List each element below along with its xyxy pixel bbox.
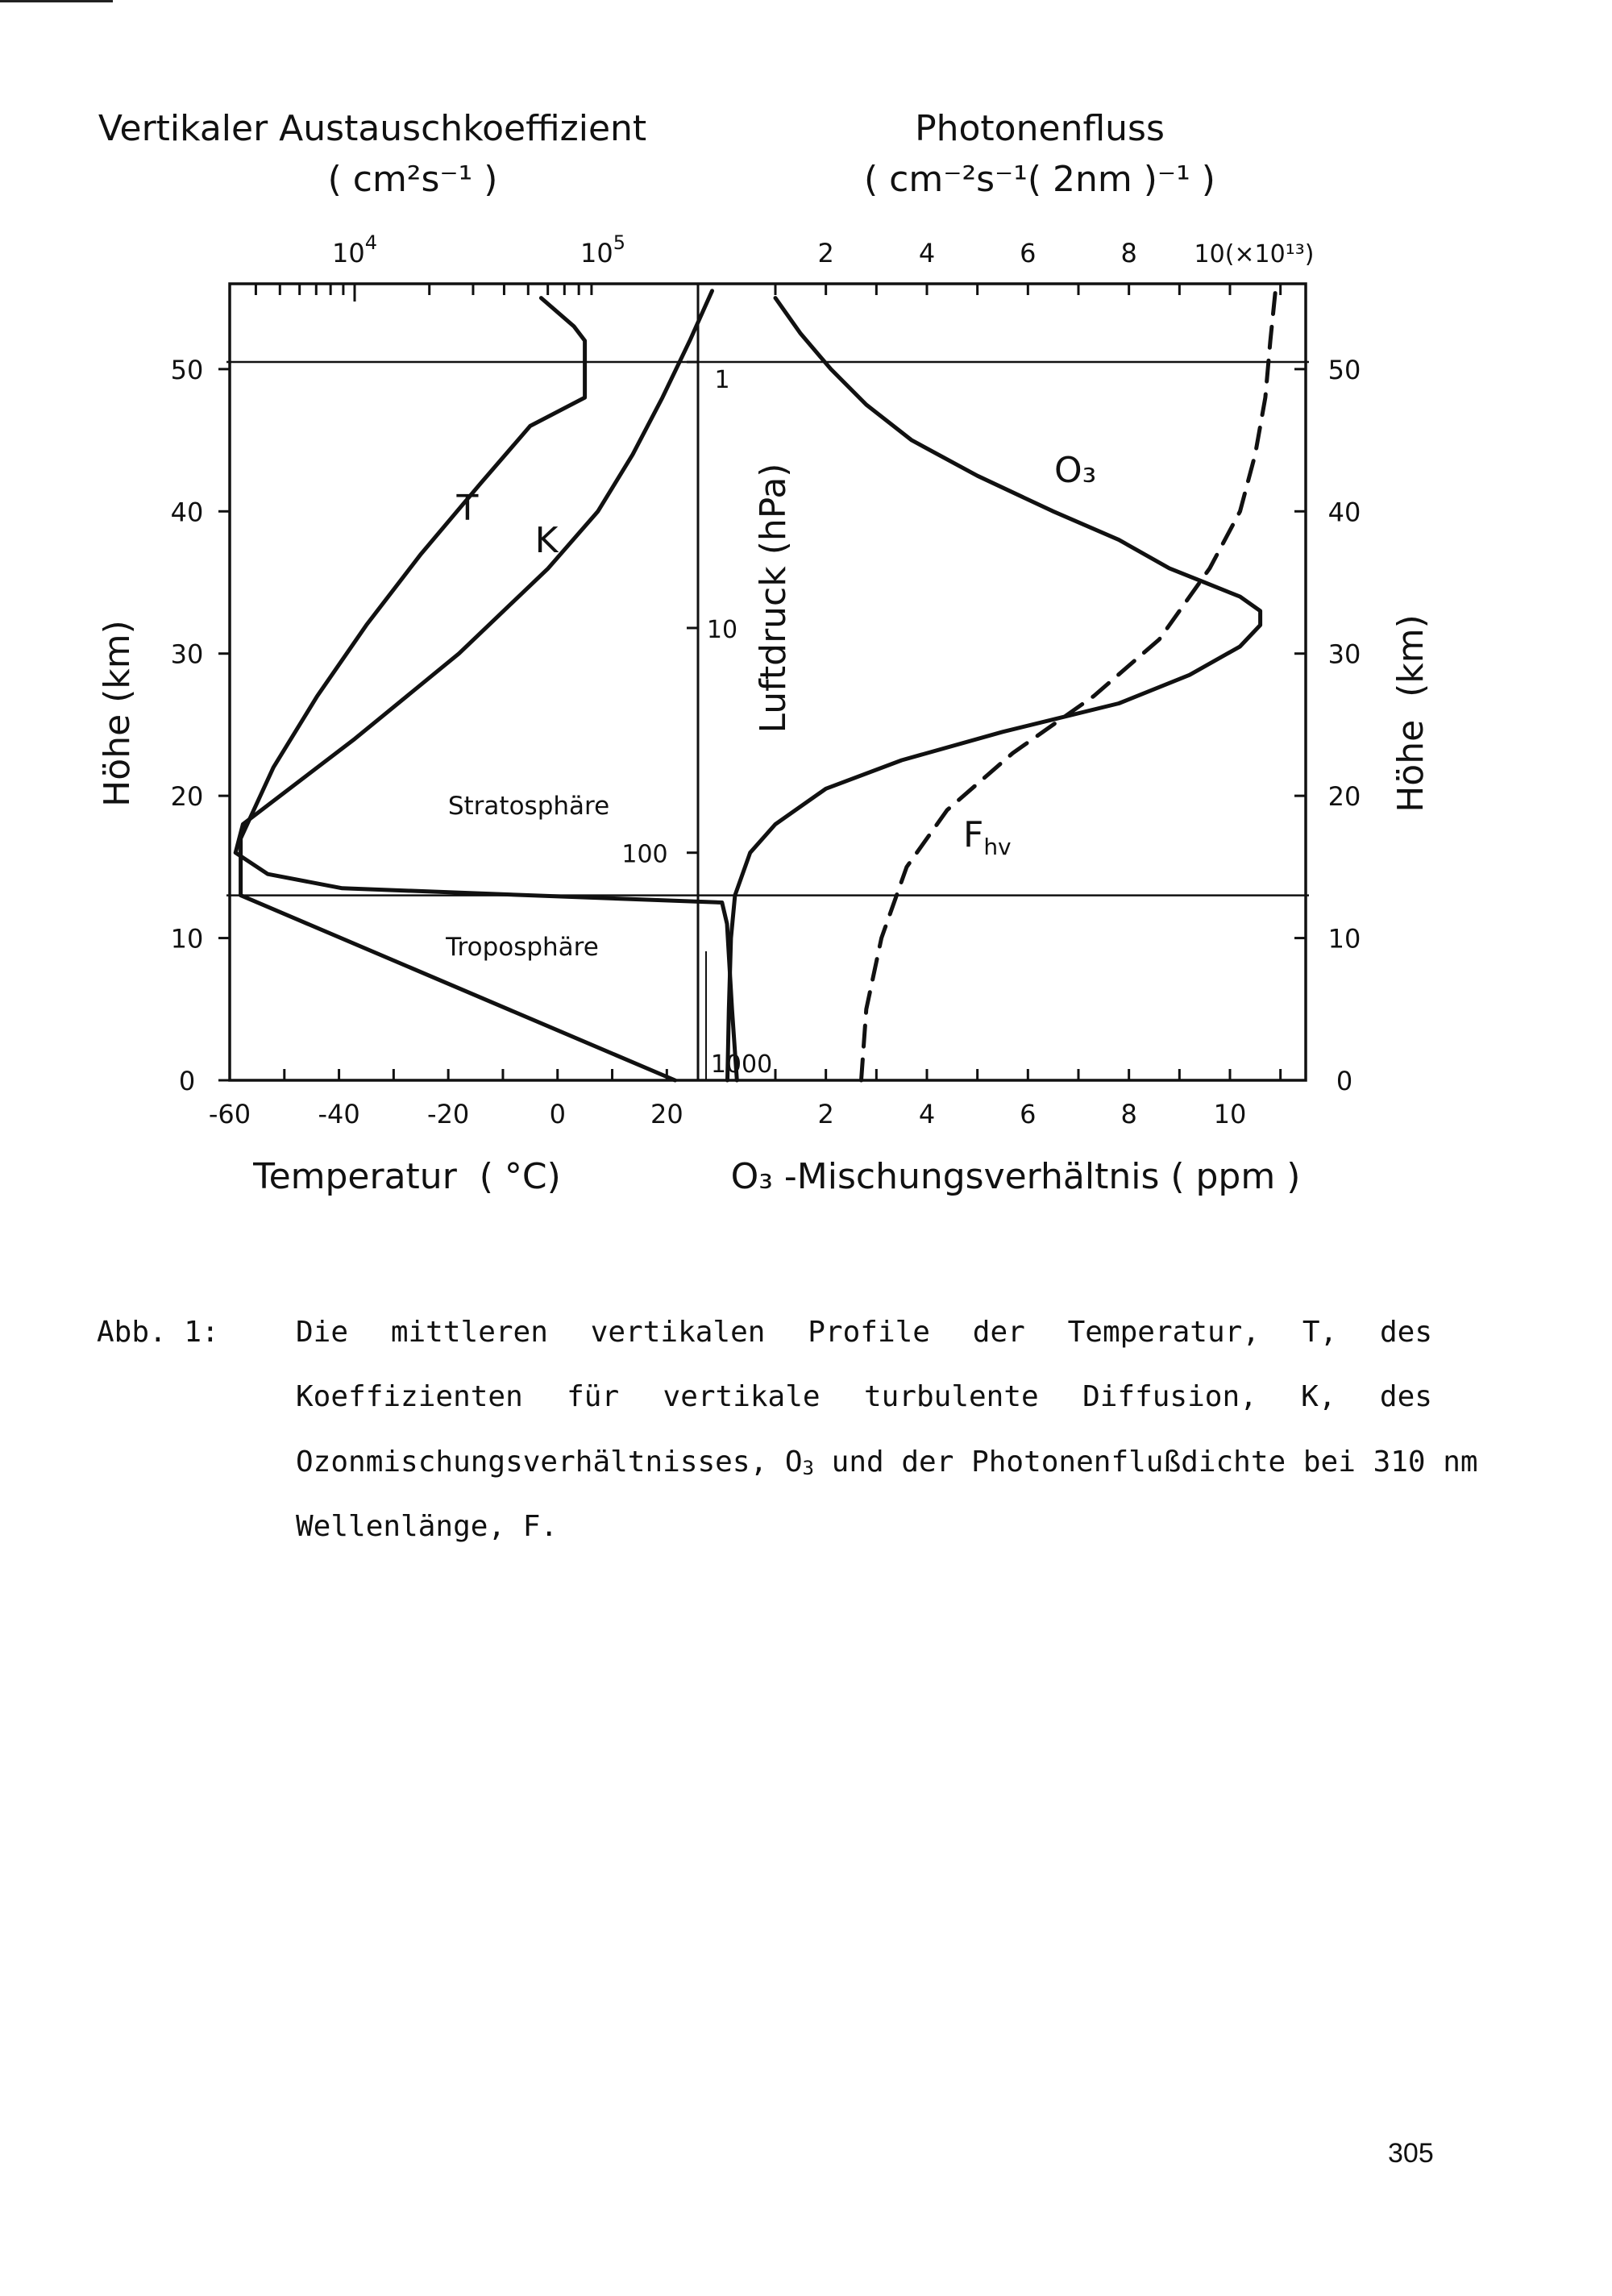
temperature-curve-label: T	[456, 488, 479, 529]
page-number: 305	[1388, 2138, 1434, 2169]
caption-word: der	[972, 1316, 1025, 1349]
caption-word: des	[1379, 1316, 1432, 1349]
k-tick-label-exp: 5	[613, 231, 625, 254]
k-tick-label	[580, 231, 625, 268]
pressure-axis-title: Luftdruck (hPa)	[753, 463, 794, 734]
pressure-tick-label: 100	[621, 840, 668, 869]
caption-line-1-words	[296, 1316, 1432, 1349]
flux-tick-label: 4	[918, 238, 936, 268]
bottom-left-axis-title: Temperatur ( °C)	[253, 1156, 561, 1197]
caption-word: turbulente	[863, 1380, 1039, 1413]
troposphere-label: Troposphäre	[446, 933, 599, 962]
ozone-tick-label: 4	[918, 1099, 936, 1129]
left-y-tick-label: 10	[170, 923, 204, 955]
temperature-curve	[241, 298, 675, 1080]
right-top-axis-units: ( cm⁻²s⁻¹( 2nm )⁻¹ )	[864, 159, 1215, 200]
photon-flux-curve-label-sub: hv	[983, 834, 1012, 860]
left-top-axis-title: Vertikaler Austauschkoeffizient	[98, 108, 647, 149]
temperature-tick-label: -40	[318, 1099, 360, 1129]
flux-tick-label: 6	[1020, 238, 1037, 268]
pressure-tick-label: 10	[706, 615, 738, 644]
temperature-tick-label: 0	[549, 1099, 566, 1129]
ozone-tick-label: 6	[1020, 1099, 1037, 1129]
pressure-tick-label: 1	[714, 366, 730, 395]
right-y-tick-label: 0	[1336, 1066, 1353, 1096]
k-tick-label	[332, 231, 377, 268]
temperature-tick-label: 20	[650, 1099, 683, 1129]
caption-line-4-text: Wellenlänge, F.	[296, 1510, 559, 1543]
k-tick-label-exp: 4	[364, 231, 377, 254]
photon-flux-curve	[862, 291, 1276, 1080]
caption-word: T,	[1302, 1316, 1338, 1349]
caption-word: vertikale	[663, 1380, 821, 1413]
caption-word: Die	[296, 1316, 349, 1349]
caption-word: mittleren	[390, 1316, 548, 1349]
right-y-axis-title: Höhe (km)	[1390, 614, 1431, 813]
photon-flux-curve-label-main: F	[963, 814, 984, 855]
right-y-tick-label: 40	[1327, 497, 1361, 528]
k-curve-label: K	[534, 520, 559, 561]
right-y-tick-label: 30	[1327, 638, 1361, 670]
right-y-tick-label: 20	[1327, 781, 1361, 813]
caption-line-3-part-b: und der Photonenflußdichte bei 310 nm	[814, 1445, 1478, 1479]
temperature-tick-label: -20	[427, 1099, 470, 1129]
caption-word: Diffusion,	[1082, 1380, 1257, 1413]
caption-word: Koeffizienten	[296, 1380, 523, 1413]
left-y-tick-label: 30	[170, 638, 204, 670]
caption-word: für	[567, 1380, 620, 1413]
caption-label: Abb. 1:	[97, 1316, 219, 1349]
bottom-right-axis-title: O₃ -Mischungsverhältnis ( ppm )	[730, 1156, 1301, 1197]
left-y-tick-label: 50	[170, 354, 204, 385]
left-y-axis-title: Höhe (km)	[97, 620, 138, 807]
caption-line-2-words	[296, 1380, 1432, 1413]
k-tick-label-base: 10	[332, 238, 365, 268]
ozone-tick-label: 8	[1120, 1099, 1137, 1129]
caption-line-3-part-a: Ozonmischungsverhältnisses, O	[296, 1445, 803, 1479]
left-y-tick-label: 20	[170, 781, 204, 813]
left-y-tick-label: 40	[170, 497, 204, 528]
k-coefficient-curve	[235, 291, 737, 1080]
flux-tick-label: 8	[1120, 238, 1137, 268]
caption-line-3-subscript: 3	[802, 1457, 814, 1479]
stratosphere-label: Stratosphäre	[447, 792, 610, 821]
caption-word: des	[1379, 1380, 1432, 1413]
caption-word: Temperatur,	[1067, 1316, 1261, 1349]
flux-tick-label: 2	[817, 238, 834, 268]
right-y-tick-label: 10	[1327, 923, 1361, 955]
caption-word: vertikalen	[590, 1316, 766, 1349]
ozone-curve-label	[1054, 450, 1096, 491]
caption-word: K,	[1301, 1380, 1336, 1413]
right-top-axis-title: Photonenfluss	[915, 108, 1165, 149]
temperature-tick-label: -60	[208, 1099, 251, 1129]
ozone-curve	[728, 298, 1261, 1080]
left-top-axis-units: ( cm²s⁻¹ )	[327, 159, 498, 200]
ozone-tick-label: 10	[1213, 1099, 1247, 1129]
caption-line-3-words	[296, 1445, 1478, 1479]
caption-word: Profile	[808, 1316, 930, 1349]
k-tick-label-base: 10	[580, 238, 613, 268]
flux-tick-label: 10(×10¹³)	[1194, 240, 1315, 268]
photon-flux-curve-label	[963, 814, 1012, 860]
caption-line-4-words	[296, 1510, 1432, 1543]
pressure-tick-label: 1000	[710, 1050, 773, 1079]
right-y-tick-label: 50	[1327, 354, 1361, 385]
ozone-curve-label-text: O₃	[1054, 450, 1097, 491]
ozone-tick-label: 2	[817, 1099, 834, 1129]
left-y-tick-label: 0	[178, 1066, 196, 1096]
